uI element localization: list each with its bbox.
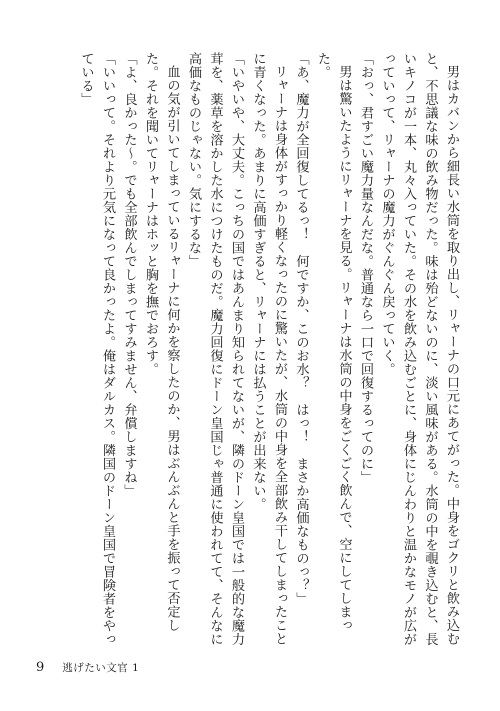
page-number: 9 [36, 660, 45, 675]
page-footer [36, 660, 139, 675]
dialogue-line: 「よ、良かった〜。でも全部飲んでしまってすみません、弁償しますね」 [121, 52, 137, 498]
paragraph: 血の気が引いてしまっているリャーナに何かを察したのか、男はぶんぶんと手を振って否定した。それを聞いてリャーナはホッと胸を撫でおろす。 [143, 52, 180, 633]
paragraph: リャーナは身体がすっかり軽くなったのに驚いたが、水筒の中身を全部飲み干してしまったことに青くなった。あまりに高価すぎると、リャーナには払うことが出来ない。 [250, 52, 287, 646]
dialogue-line: 「いやいや、大丈夫。こっちの国ではあんまり知られてないが、隣のドーン皇国では一般的な魔力茸を、薬草を溶かした水につけたものだ。魔力回復にドーン皇国じゃ普通に使われてて、そんなに高価なものじゃない。気にするな」 [186, 52, 244, 646]
dialogue-line: 「いいって。それより元気になって良かったよ。俺はダルカス。隣国のドーン皇国で冒険者をやっている」 [78, 52, 115, 646]
dialogue-line: 「あ、魔力が全回復してるっ！ 何ですか、このお水？ はっ！ まさか高価なものっ？」 [293, 52, 309, 606]
dialogue-line: 「おっ、君すごい魔力量なんだな。普通なら一口で回復するってのに」 [358, 52, 373, 484]
paragraph: 男は驚いたようにリャーナを見る。リャーナは水筒の中身をごくごく飲んで、空にしてしまった。 [315, 52, 352, 633]
vertical-text-body [32, 52, 462, 647]
book-title: 逃げたい文官 1 [62, 662, 140, 674]
paragraph: 男はカバンから細長い水筒を取り出し、リャーナの口元にあてがった。中身をゴクリと飲み込むと、不思議な味の飲み物だった。味は殆どないのに、淡い風味がある。水筒の中を覗き込むと、長いキノコが一本、丸々入っていた。その水を飲み込むごとに、身体にじんわりと温かなモノが広がっていって、リャーナの魔力がぐんぐん戻っていく。 [379, 52, 459, 646]
